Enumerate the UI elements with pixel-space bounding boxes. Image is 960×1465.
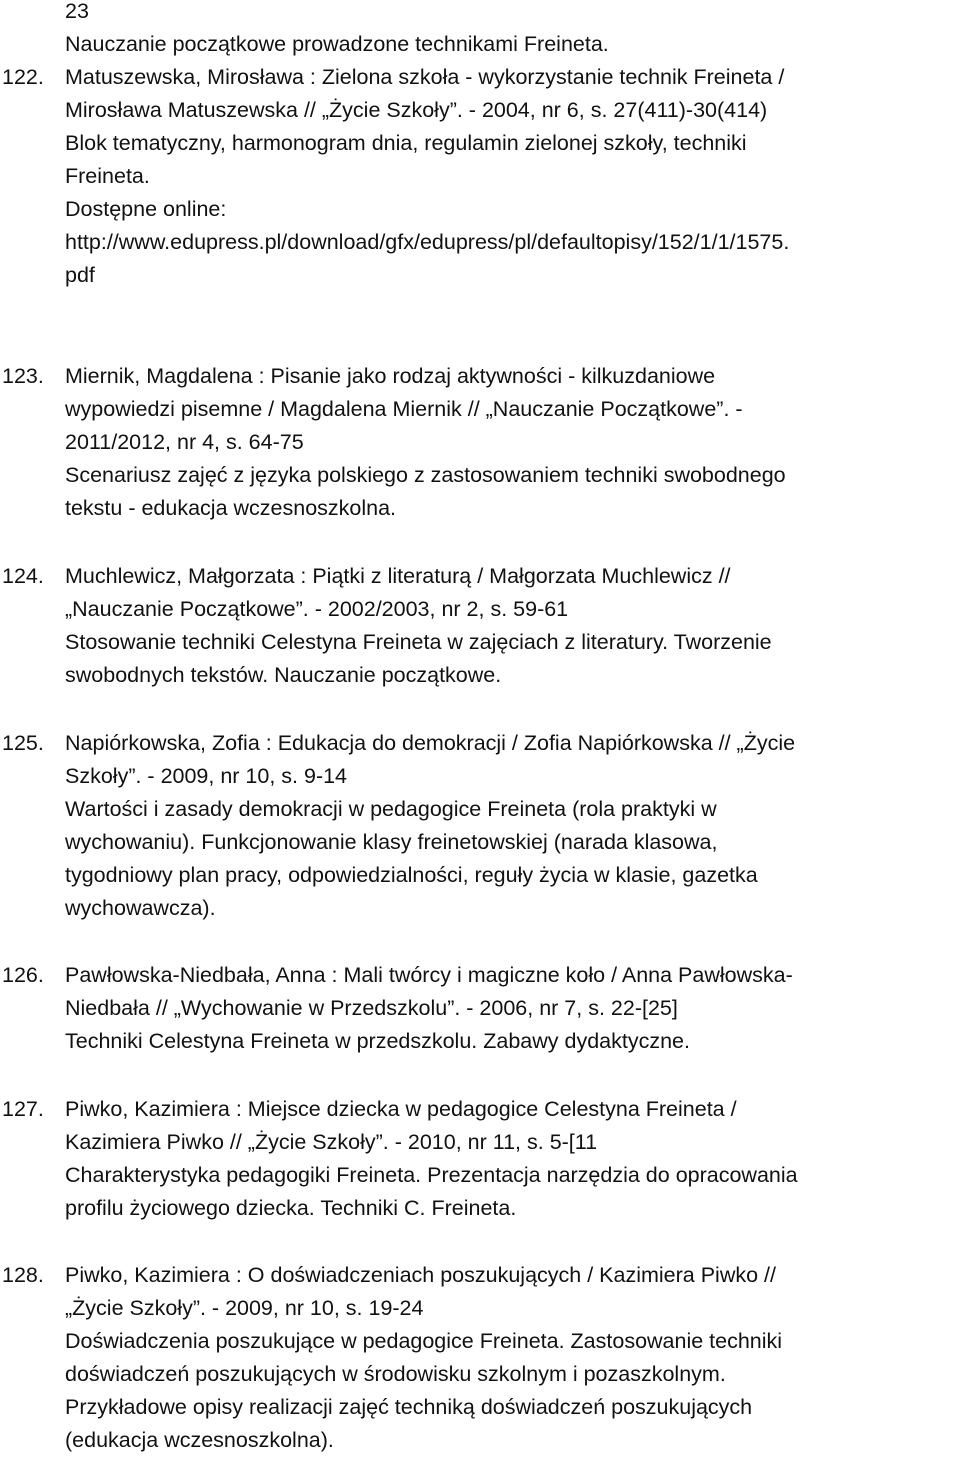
entry-number: 123.: [2, 364, 44, 388]
entry-body: [65, 1093, 960, 1225]
entry-number: 122.: [2, 65, 44, 89]
entry-number: 124.: [2, 564, 44, 588]
entry-line: Piwko, Kazimiera : Miejsce dziecka w pedagogice Celestyna Freineta /: [65, 1097, 737, 1121]
entry-line: Piwko, Kazimiera : O doświadczeniach poszukujących / Kazimiera Piwko //: [65, 1263, 776, 1287]
entry-number: 125.: [2, 731, 44, 755]
entry-line: Techniki Celestyna Freineta w przedszkolu. Zabawy dydaktyczne.: [65, 1029, 690, 1053]
entry-number: 128.: [2, 1263, 44, 1287]
entry-line: (edukacja wczesnoszkolna).: [65, 1428, 334, 1452]
entry-line: Scenariusz zajęć z języka polskiego z zastosowaniem techniki swobodnego: [65, 463, 786, 487]
entry-line: Mirosława Matuszewska // „Życie Szkoły”. - 2004, nr 6, s. 27(411)-30(414): [65, 98, 768, 122]
entry-number: 126.: [2, 963, 44, 987]
entry-line: Pawłowska-Niedbała, Anna : Mali twórcy i magiczne koło / Anna Pawłowska-: [65, 963, 793, 987]
entry-line: Napiórkowska, Zofia : Edukacja do demokracji / Zofia Napiórkowska // „Życie: [65, 731, 796, 755]
entry-line: tekstu - edukacja wczesnoszkolna.: [65, 496, 397, 520]
entry-line: wypowiedzi pisemne / Magdalena Miernik // „Nauczanie Początkowe”. -: [65, 397, 743, 421]
entry-line: Szkoły”. - 2009, nr 10, s. 9-14: [65, 764, 348, 788]
entry-number: 127.: [2, 1097, 44, 1121]
entry-body: [65, 360, 960, 525]
entry-body: [65, 61, 960, 292]
entry-line: „Życie Szkoły”. - 2009, nr 10, s. 19-24: [65, 1296, 424, 1320]
entry-line: Muchlewicz, Małgorzata : Piątki z literaturą / Małgorzata Muchlewicz //: [65, 564, 731, 588]
entry-line: wychowaniu). Funkcjonowanie klasy freinetowskiej (narada klasowa,: [65, 830, 718, 854]
entry-line: Blok tematyczny, harmonogram dnia, regulamin zielonej szkoły, techniki: [65, 131, 747, 155]
entry-body: [65, 959, 960, 1058]
entry-body: [65, 560, 960, 692]
entry-body: [65, 1259, 960, 1457]
entry-line: profilu życiowego dziecka. Techniki C. Freineta.: [65, 1196, 517, 1220]
entry-line: Stosowanie techniki Celestyna Freineta w zajęciach z literatury. Tworzenie: [65, 630, 772, 654]
entry-line: Freineta.: [65, 164, 150, 188]
entry-line: swobodnych tekstów. Nauczanie początkowe.: [65, 663, 502, 687]
entry-line: doświadczeń poszukujących w środowisku szkolnym i pozaszkolnym.: [65, 1362, 726, 1386]
continued-annotation: Nauczanie początkowe prowadzone technikami Freineta.: [65, 32, 609, 56]
entry-line: Charakterystyka pedagogiki Freineta. Prezentacja narzędzia do opracowania: [65, 1163, 798, 1187]
entry-link[interactable]: http://www.edupress.pl/download/gfx/edupress/pl/defaultopisy/152/1/1/1575.: [65, 230, 790, 254]
entry-line: Miernik, Magdalena : Pisanie jako rodzaj aktywności - kilkuzdaniowe: [65, 364, 716, 388]
entry-line: wychowawcza).: [65, 896, 216, 920]
entry-line: Matuszewska, Mirosława : Zielona szkoła - wykorzystanie technik Freineta /: [65, 65, 785, 89]
entry-line: Doświadczenia poszukujące w pedagogice Freineta. Zastosowanie techniki: [65, 1329, 783, 1353]
entry-line: Kazimiera Piwko // „Życie Szkoły”. - 2010, nr 11, s. 5-[11: [65, 1130, 598, 1154]
entry-line: 2011/2012, nr 4, s. 64-75: [65, 430, 304, 454]
entry-line: Dostępne online:: [65, 197, 227, 221]
entry-line: Przykładowe opisy realizacji zajęć techniką doświadczeń poszukujących: [65, 1395, 753, 1419]
page-number: 23: [65, 0, 89, 23]
entry-line: Niedbała // „Wychowanie w Przedszkolu”. - 2006, nr 7, s. 22-[25]: [65, 996, 678, 1020]
entry-line: „Nauczanie Początkowe”. - 2002/2003, nr 2, s. 59-61: [65, 597, 569, 621]
entry-line: Wartości i zasady demokracji w pedagogice Freineta (rola praktyki w: [65, 797, 717, 821]
entry-body: [65, 727, 960, 925]
entry-line: tygodniowy plan pracy, odpowiedzialności, reguły życia w klasie, gazetka: [65, 863, 758, 887]
entry-link[interactable]: pdf: [65, 263, 95, 287]
